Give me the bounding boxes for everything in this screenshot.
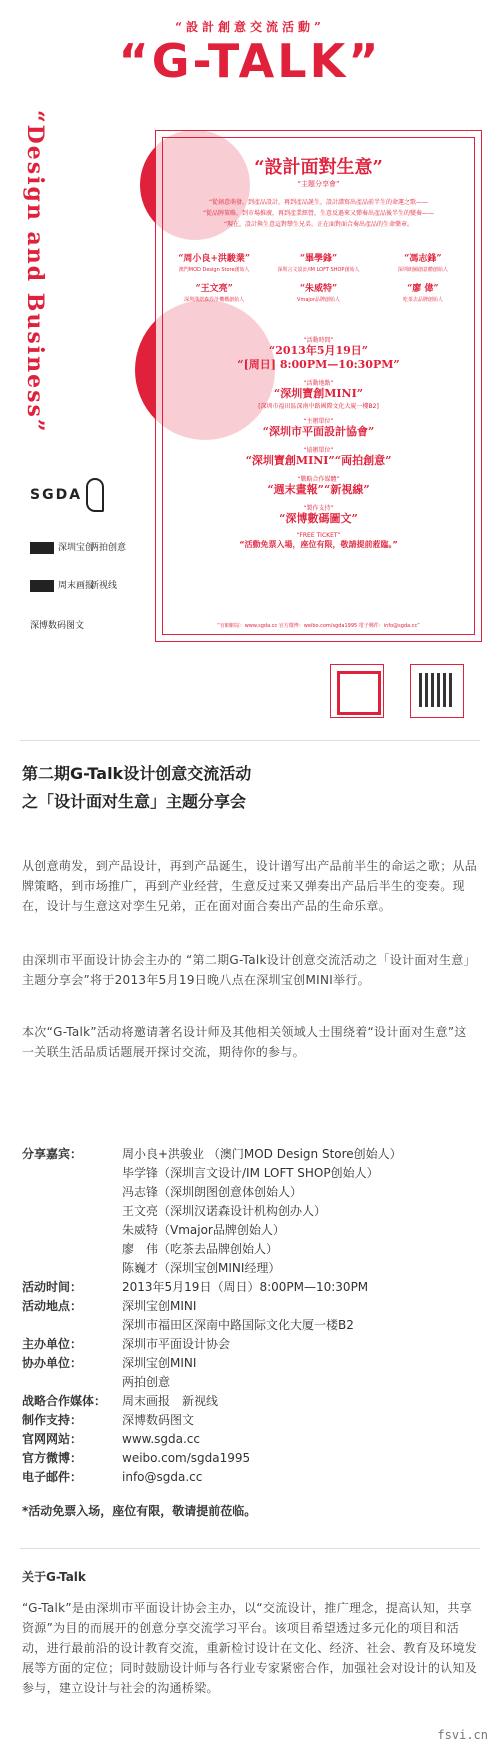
site-watermark: fsvi.cn	[437, 1728, 488, 1742]
event-poster	[0, 0, 500, 740]
guest-entry: “周小良+洪駿業” 澳門MOD Design Store創始人	[178, 254, 251, 273]
info-row: 官方微博： weibo.com/sgda1995	[22, 1451, 251, 1465]
poster-main-title: “G-TALK”	[118, 34, 382, 88]
info-row: 活动地点： 深圳宝创MINI 深圳市福田区深南中路国际文化大厦一楼B2	[22, 1299, 354, 1332]
poster-thumbnail	[330, 664, 384, 718]
event-details: “活動時間” “2013年5月19日” “[周日] 8:00PM—10:30PM” “活動地點” “深圳寶創MINI” [深圳市福田區深南中路國際文化大廈一樓B2] “主辦單位” “深圳市平面設計協會” “協辦單位” “深圳寶創MINI”“両拍創意” “戰略合作媒體” “週末畫報”“新視線” “製作支持” “深博數碼圖文” “FREE TICKET” “活動免票入場，座位有限，敬請提前蒞臨。”	[237, 337, 400, 549]
poster-vertical-title: “Design and Business”	[22, 110, 48, 434]
poster-info-card	[155, 130, 482, 642]
ticket-note: *活动免票入场，座位有限，敬请提前莅临。	[22, 1504, 257, 1518]
sgda-logo-icon	[86, 478, 104, 512]
poster-pre-title: “設計創意交流活動”	[175, 20, 325, 34]
guest-entry: “王文亮” 深圳漢諾森設計機構創始人	[184, 284, 245, 303]
about-title: 关于G-Talk	[22, 1570, 86, 1584]
card-title: “設計面對生意”	[254, 157, 383, 178]
guest-entry: “朱威特” Vmajor品牌創始人	[297, 284, 340, 303]
article-paragraph: 由深圳市平面设计协会主办的 “第二期G-Talk设计创意交流活动之「设计面对生意」主题分享会”将于2013年5月19日晚八点在深圳宝创MINI举行。	[22, 953, 476, 987]
sponsor-logo: 深博数码图文	[30, 621, 85, 631]
event-info-list	[22, 1145, 478, 1487]
weekend-logo-icon	[30, 580, 54, 592]
info-row: 电子邮件： info@sgda.cc	[22, 1470, 203, 1484]
article-paragraph: 本次“G-Talk”活动将邀请著名设计师及其他相关领域人士围绕着“设计面对生意”这一关联生活品质话题展开探讨交流，期待你的参与。	[22, 1025, 467, 1059]
card-footer: “官網網站：www.sgda.cc 官方微博：weibo.com/sgda1995 電子郵件：info@sgda.cc”	[217, 623, 420, 629]
sgda-logo-text: SGDA	[30, 487, 83, 503]
sponsor-logo: 两拍创意	[90, 543, 127, 553]
section-divider	[20, 1548, 480, 1549]
guest-entry: “廖 偉” 吃茶去品牌創始人	[402, 284, 443, 303]
info-row: 官网网站： www.sgda.cc	[22, 1432, 201, 1446]
sponsor-logo: 新视线	[90, 581, 118, 591]
card-intro: “從創意萌發，到產品設計，再到產品誕生，設計譜寫出產品前半生的命運之歌—— “從品牌策略，到市場推廣，再到產業經營，生意反過來又彈奏出產品後半生的變奏—— “現在，設計與生意這對孿生兄弟，正在面對面合奏出產品的生命樂章。	[202, 199, 435, 228]
qr-code-icon	[419, 673, 453, 707]
mini-logo-icon	[30, 542, 54, 554]
about-paragraph: “G-Talk”是由深圳市平面设计协会主办，以“交流设计，推广理念，提高认知，共享资源”为目的而展开的创意分享交流学习平台。该项目希望透过多元化的项目和活动，进行最前沿的设计教育交流，重新检讨设计在文化、经济、社会、教育及环境发展等方面的定位；同时鼓励设计师与各行业专家紧密合作，加强社会对设计的认知及参与，建立设计与社会的沟通桥梁。	[22, 1601, 478, 1695]
info-row: 分享嘉宾： 周小良+洪骏业 （澳门MOD Design Store创始人） 毕学锋（深圳言文设计/IM LOFT SHOP创始人） 冯志锋（深圳朗图创意体创始人） 王文亮（深圳汉诺森设计机构创办人） 朱威特（Vmajor品牌创始人） 廖 伟（吃茶去品牌创始人） 陈巍才（深圳宝创MINI经理）	[22, 1147, 402, 1275]
guest-entry: “畢學鋒” 深圳言文設計/IM LOFT SHOP創始人	[277, 254, 360, 273]
poster-thumbnail-icon	[337, 671, 381, 715]
guest-entry: “馮志鋒” 深圳朗圖創意體創始人	[397, 254, 448, 273]
sponsor-logo: 周末画报	[30, 578, 94, 592]
article-title: 第二期G-Talk设计创意交流活动 之「设计面对生意」主题分享会	[22, 764, 252, 811]
info-row: 制作支持： 深博数码图文	[22, 1413, 195, 1427]
card-subtitle: “主題分享會”	[297, 180, 340, 188]
sponsor-logo: 深圳宝创	[30, 540, 94, 554]
guest-grid	[162, 251, 475, 303]
info-row: 活动时间： 2013年5月19日（周日）8:00PM—10:30PM	[22, 1280, 369, 1294]
qr-code	[410, 664, 464, 718]
info-row: 战略合作媒体： 周末画报 新视线	[22, 1394, 219, 1408]
info-row: 协办单位： 深圳宝创MINI 两拍创意	[22, 1356, 197, 1389]
article-paragraph: 从创意萌发，到产品设计，再到产品诞生，设计谱写出产品前半生的命运之歌；从品牌策略，到市场推广，再到产业经营，生意反过来又弹奏出产品后半生的变奏。现在，设计与生意这对孪生兄弟，正在面对面合奏出产品的生命乐章。	[22, 859, 478, 913]
info-row: 主办单位： 深圳市平面设计协会	[22, 1337, 231, 1351]
section-divider	[20, 740, 480, 741]
